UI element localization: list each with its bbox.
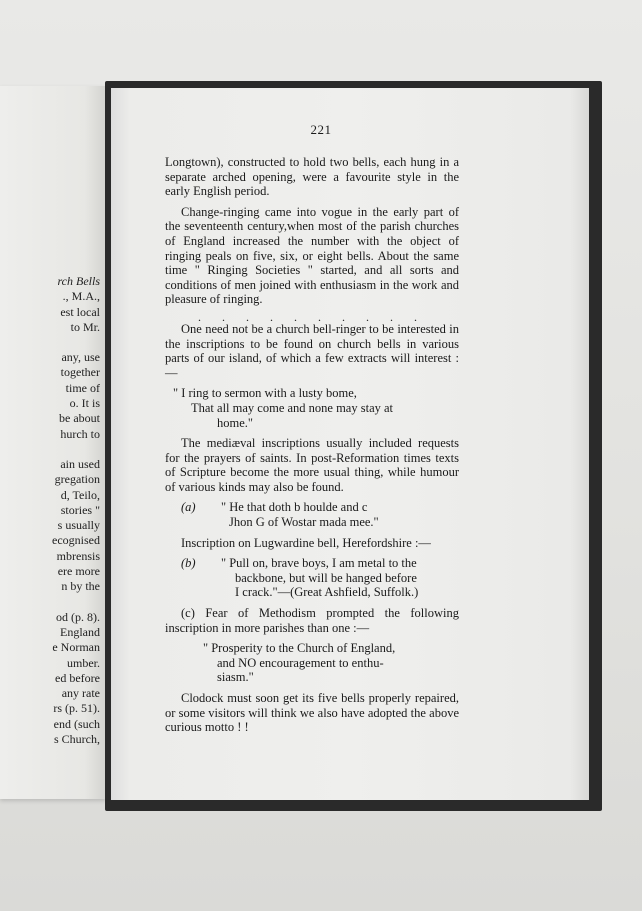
left-page-line: est local xyxy=(60,304,100,319)
left-page-line: o. It is xyxy=(69,396,100,411)
left-page-line: s Church, xyxy=(54,732,100,747)
left-page-line: end (such xyxy=(53,716,100,731)
quote-line: " I ring to sermon with a lusty bome, xyxy=(173,386,357,401)
left-page-line: be about xyxy=(59,411,100,426)
left-page-gap xyxy=(52,442,100,457)
left-page-line: to Mr. xyxy=(70,319,100,334)
left-page-text xyxy=(52,274,100,747)
left-page-line: mbrensis xyxy=(56,548,100,563)
item-line: " He that doth b houlde and c xyxy=(221,500,368,515)
left-page-line: any rate xyxy=(61,686,100,701)
left-page-line: ain used xyxy=(60,456,100,471)
paragraph-clodock: Clodock must soon get its five bells properly repaired, or some visitors will think we also have adopted the above curious motto ! ! xyxy=(165,691,459,735)
item-line: backbone, but will be hanged before xyxy=(235,570,417,585)
left-page-line: gregation xyxy=(54,472,100,487)
left-page-line: ., M.A., xyxy=(62,289,100,304)
left-page-line: rs (p. 51). xyxy=(53,701,100,716)
quote-line: home." xyxy=(217,415,253,430)
inscription-c xyxy=(165,641,459,685)
left-page-line: n by the xyxy=(61,579,100,594)
inscription-b xyxy=(165,556,459,600)
item-line: Jhon G of Wostar mada mee." xyxy=(229,515,379,530)
paragraph-change-ringing: Change-ringing came into vogue in the early part of the seventeenth century,when most of the parish churches of England increased the number with the object of ringing peals on five, six, or eight bells. About the same time " Ringing Societies " started, and all sorts and conditions of men joined with enthusiasm in the work and pleasure of ringing. xyxy=(165,204,459,307)
left-page-line: ere more xyxy=(57,564,100,579)
item-line: and NO encouragement to enthu- xyxy=(217,655,384,670)
left-page-gap xyxy=(52,335,100,350)
inscription-a xyxy=(165,500,459,529)
paragraph-methodism: (c) Fear of Methodism prompted the following inscription in more parishes than one :— xyxy=(165,606,459,635)
item-label: (a) xyxy=(181,500,196,515)
left-page xyxy=(0,86,106,799)
item-line: " Pull on, brave boys, I am metal to the xyxy=(221,556,417,571)
quote-line: That all may come and none may stay at xyxy=(191,400,394,415)
left-page-line: ed before xyxy=(55,670,100,685)
left-page-line: any, use xyxy=(61,350,100,365)
left-page-line: together xyxy=(60,365,100,380)
page-number: 221 xyxy=(310,122,332,137)
paragraph-longtown: Longtown), constructed to hold two bells, each hung in a separate arched opening, were a favourite style in the early English period. xyxy=(165,155,459,199)
left-page-gap xyxy=(52,595,100,610)
left-page-line: e Norman xyxy=(52,640,100,655)
left-page-line: s usually xyxy=(57,518,100,533)
left-page-line: hurch to xyxy=(60,426,100,441)
left-page-line: stories " xyxy=(60,502,100,517)
item-line: " Prosperity to the Church of England, xyxy=(203,641,396,656)
left-page-line: England xyxy=(60,624,100,639)
left-page-line: time of xyxy=(65,380,100,395)
left-page-line: od (p. 8). xyxy=(56,609,100,624)
left-page-line: ecognised xyxy=(52,533,100,548)
item-line: siasm." xyxy=(217,670,254,685)
left-page-line: d, Teilo, xyxy=(60,487,100,502)
paragraph-mediaeval: The mediæval inscriptions usually included requests for the prayers of saints. In post-Reformation times texts of Scripture become the more usual thing, while humour of various kinds may also be found. xyxy=(165,436,459,494)
section-dots: . . . . . . . . . . xyxy=(198,309,426,324)
paragraph-inscriptions: One need not be a church bell-ringer to be interested in the inscriptions to be found on church bells in various parts of our island, of which a few extracts will interest :— xyxy=(165,321,459,380)
item-label: (b) xyxy=(181,556,196,571)
page-text xyxy=(165,155,459,741)
inscription-lugwardine-label: Inscription on Lugwardine bell, Herefordshire :— xyxy=(181,535,431,550)
item-line: I crack."—(Great Ashfield, Suffolk.) xyxy=(235,585,419,600)
left-page-line: rch Bells xyxy=(57,274,100,288)
left-page-line: umber. xyxy=(67,655,100,670)
quote-ring-sermon xyxy=(165,386,459,430)
